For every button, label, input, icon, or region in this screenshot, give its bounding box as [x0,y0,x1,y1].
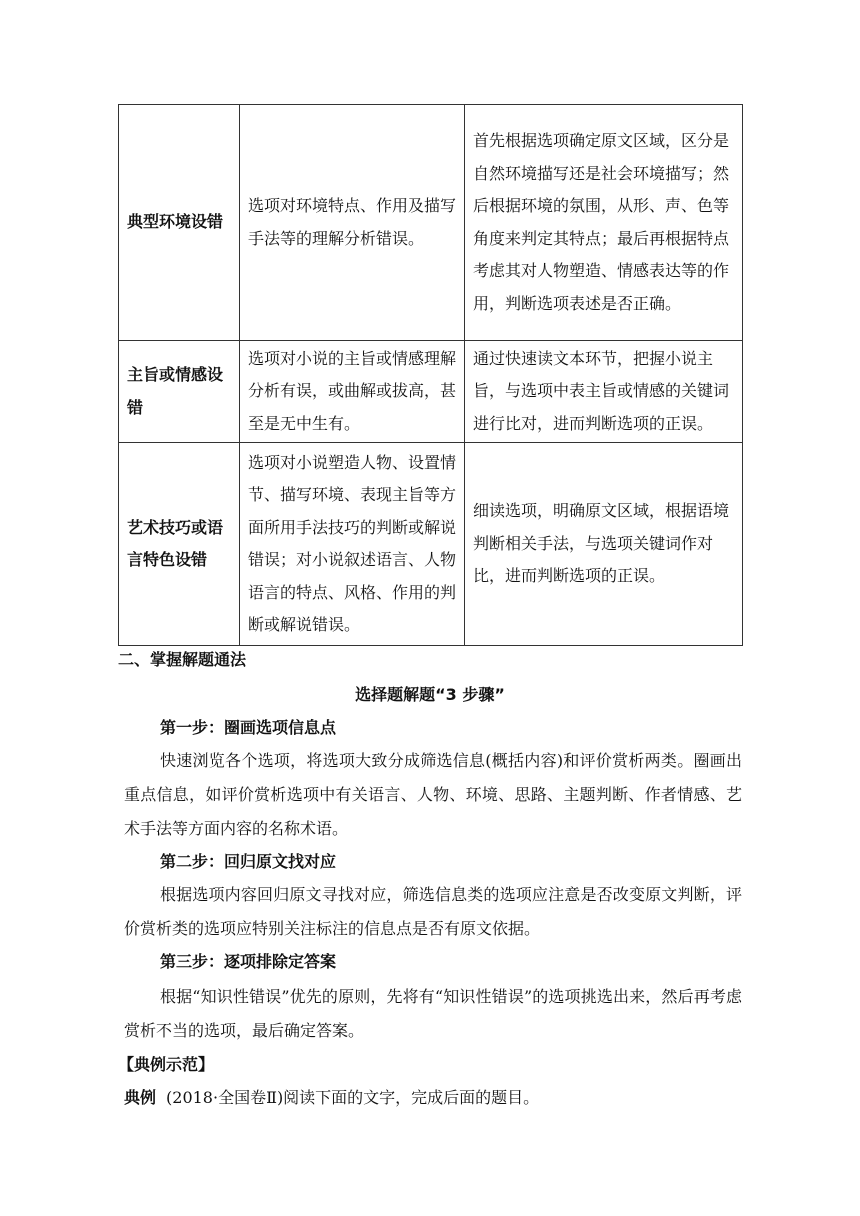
error-type-cell: 主旨或情感设错 [119,341,240,443]
step-2-heading: 第二步：回归原文找对应 [160,852,337,871]
example-line [124,1084,539,1112]
step-1-paragraph: 快速浏览各个选项，将选项大致分成筛选信息(概括内容)和评价赏析两类。圈画出重点信息，如评价赏析选项中有关语言、人物、环境、思路、主题判断、作者情感、艺术手法等方面内容的名称术语。 [124,751,742,838]
step-1-heading: 第一步：圈画选项信息点 [160,718,337,737]
error-description-cell: 选项对小说塑造人物、设置情节、描写环境、表现主旨等方面所用手法技巧的判断或解说错误；对小说叙述语言、人物语言的特点、风格、作用的判断或解说错误。 [240,443,465,646]
table-row [119,105,743,341]
solution-method-cell: 细读选项，明确原文区域，根据语境判断相关手法，与选项关键词作对比，进而判断选项的正误。 [465,443,743,646]
step-3-paragraph: 根据“知识性错误”优先的原则，先将有“知识性错误”的选项挑选出来，然后再考虑赏析不当的选项，最后确定答案。 [124,987,742,1040]
example-text: (2018·全国卷Ⅱ)阅读下面的文字，完成后面的题目。 [166,1088,540,1107]
error-description-cell: 选项对环境特点、作用及描写手法等的理解分析错误。 [240,105,465,341]
example-heading: 【典例示范】 [118,1055,215,1074]
step-3-heading: 第三步：逐项排除定答案 [160,952,337,971]
step-2-paragraph: 根据选项内容回归原文寻找对应，筛选信息类的选项应注意是否改变原文判断，评价赏析类的选项应特别关注标注的信息点是否有原文依据。 [124,885,742,938]
error-type-cell: 艺术技巧或语言特色设错 [119,443,240,646]
error-type-table [118,104,743,646]
table-row [119,443,743,646]
steps-title: 选择题解题“3 步骤” [355,685,505,704]
section-heading: 二、掌握解题通法 [118,650,247,669]
table-row [119,341,743,443]
solution-method-cell: 通过快速读文本环节，把握小说主旨，与选项中表主旨或情感的关键词进行比对，进而判断选项的正误。 [465,341,743,443]
error-type-cell: 典型环境设错 [119,105,240,341]
example-label: 典例 [124,1088,157,1107]
error-description-cell: 选项对小说的主旨或情感理解分析有误，或曲解或拔高，甚至是无中生有。 [240,341,465,443]
solution-method-cell: 首先根据选项确定原文区域，区分是自然环境描写还是社会环境描写；然后根据环境的氛围，从形、声、色等角度来判定其特点；最后再根据特点考虑其对人物塑造、情感表达等的作用，判断选项表述是否正确。 [465,105,743,341]
